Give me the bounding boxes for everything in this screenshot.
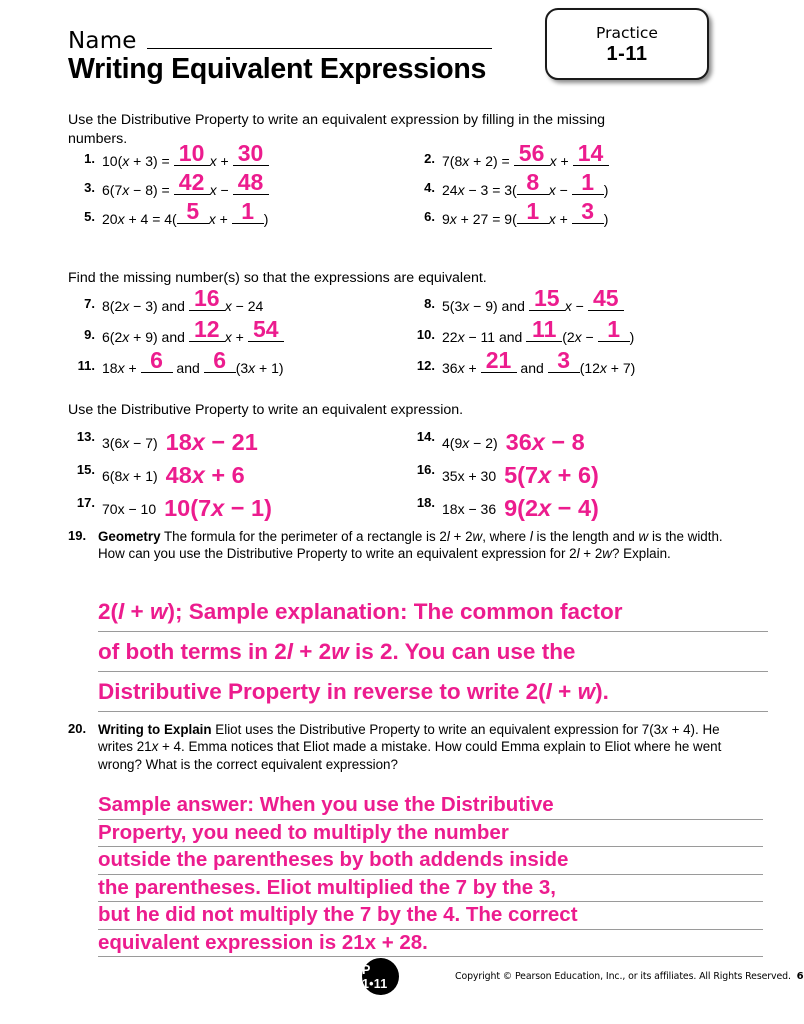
problem-mid: x − bbox=[564, 298, 588, 314]
handwritten-answer-20[interactable] bbox=[98, 792, 763, 957]
problem-prefix: 18x + bbox=[102, 360, 141, 376]
answer-line: equivalent expression is 21x + 28. bbox=[98, 930, 763, 958]
handwritten-answer: 11 bbox=[532, 316, 557, 342]
answer-blank[interactable] bbox=[529, 285, 565, 311]
problem-row bbox=[68, 140, 768, 174]
answer-blank[interactable] bbox=[573, 140, 609, 166]
problem-row bbox=[68, 285, 768, 321]
problem-mid: and bbox=[172, 360, 204, 376]
answer-blank[interactable] bbox=[177, 198, 209, 224]
problem-prefix: 10(x + 3) = bbox=[102, 153, 174, 169]
answer-line: outside the parentheses by both addends inside bbox=[98, 847, 763, 875]
handwritten-answer: 3 bbox=[581, 198, 595, 224]
problem-number: 9. bbox=[84, 327, 95, 342]
copyright-notice bbox=[455, 971, 804, 982]
problem-body bbox=[442, 489, 599, 521]
problem-grid-1 bbox=[68, 140, 768, 232]
handwritten-answer: 15 bbox=[533, 285, 560, 311]
problem-prefix: 6(2x + 9) and bbox=[102, 329, 189, 345]
problem-13 bbox=[68, 423, 408, 456]
answer-blank[interactable] bbox=[233, 140, 269, 166]
problem-prefix: 3(6x − 7) bbox=[102, 435, 158, 451]
problem-mid: x + bbox=[208, 211, 232, 227]
problem-mid: (2x − bbox=[562, 329, 598, 345]
answer-blank[interactable] bbox=[174, 140, 210, 166]
problem-10 bbox=[408, 316, 768, 352]
problem-number: 14. bbox=[416, 429, 435, 444]
word-problem-20 bbox=[68, 721, 768, 773]
practice-number: 1-11 bbox=[606, 42, 648, 65]
problem-text bbox=[98, 721, 728, 773]
problem-prefix: 70x − 10 bbox=[102, 501, 157, 517]
problem-row bbox=[68, 347, 768, 383]
answer-blank[interactable] bbox=[481, 347, 517, 373]
problem-row bbox=[68, 489, 768, 522]
problem-mid: and bbox=[516, 360, 548, 376]
directions-section-1: Use the Distributive Property to write an equivalent expression by filling in the missing numbers. bbox=[68, 112, 606, 147]
handwritten-answer: 10(7x − 1) bbox=[164, 495, 272, 521]
handwritten-answer: 30 bbox=[237, 140, 264, 166]
answer-blank[interactable] bbox=[233, 169, 269, 195]
problem-suffix: ) bbox=[263, 211, 269, 227]
handwritten-answer-19[interactable] bbox=[98, 592, 768, 712]
handwritten-answer: 6 bbox=[213, 347, 227, 373]
problem-label: Writing to Explain bbox=[98, 722, 212, 737]
problem-prefix: 6(8x + 1) bbox=[102, 468, 158, 484]
problem-12 bbox=[408, 347, 768, 383]
problem-number: 1. bbox=[84, 151, 95, 166]
handwritten-answer: 5 bbox=[186, 198, 200, 224]
problem-body bbox=[102, 316, 284, 346]
page-badge: P 1•11 bbox=[362, 958, 399, 995]
handwritten-answer: 14 bbox=[577, 140, 604, 166]
problem-3 bbox=[68, 169, 408, 203]
handwritten-answer: 6 bbox=[150, 347, 163, 373]
answer-line: the parentheses. Eliot multiplied the 7 by the 3, bbox=[98, 875, 763, 903]
problem-body bbox=[442, 347, 636, 377]
problem-row bbox=[68, 169, 768, 203]
problem-prefix: 18x − 36 bbox=[442, 501, 497, 517]
problem-11 bbox=[68, 347, 408, 383]
problem-prefix: 22x − 11 and bbox=[442, 329, 527, 345]
problem-grid-2 bbox=[68, 285, 768, 383]
answer-blank[interactable] bbox=[189, 285, 225, 311]
answer-line: but he did not multiply the 7 by the 4. The correct bbox=[98, 902, 763, 930]
problem-prefix: 4(9x − 2) bbox=[442, 435, 498, 451]
answer-blank[interactable] bbox=[517, 169, 549, 195]
problem-number: 16. bbox=[416, 462, 435, 477]
handwritten-answer: 48x + 6 bbox=[165, 462, 245, 488]
problem-9 bbox=[68, 316, 408, 352]
problem-suffix: (12x + 7) bbox=[579, 360, 636, 376]
answer-blank[interactable] bbox=[526, 316, 562, 342]
handwritten-answer: 1 bbox=[581, 169, 595, 195]
problem-number: 2. bbox=[424, 151, 435, 166]
problem-mid: x − bbox=[548, 182, 572, 198]
handwritten-answer: 54 bbox=[252, 316, 279, 342]
problem-body bbox=[442, 140, 609, 170]
problem-body bbox=[442, 423, 585, 455]
handwritten-answer: 21 bbox=[485, 347, 512, 373]
answer-line: of both terms in 2l + 2w is 2. You can use the bbox=[98, 632, 768, 672]
answer-line: 2(l + w); Sample explanation: The common factor bbox=[98, 592, 768, 632]
page-number: 6 bbox=[796, 971, 804, 982]
handwritten-answer: 5(7x + 6) bbox=[504, 462, 599, 488]
handwritten-answer: 36x − 8 bbox=[505, 429, 585, 455]
handwritten-answer: 12 bbox=[193, 316, 220, 342]
problem-5 bbox=[68, 198, 408, 232]
problem-number: 15. bbox=[76, 462, 95, 477]
problem-label: Geometry bbox=[98, 529, 161, 544]
answer-blank[interactable] bbox=[598, 316, 630, 342]
answer-blank[interactable] bbox=[189, 316, 225, 342]
problem-number: 10. bbox=[416, 327, 435, 342]
problem-suffix: ) bbox=[629, 329, 635, 345]
answer-blank[interactable] bbox=[204, 347, 236, 373]
problem-15 bbox=[68, 456, 408, 489]
problem-17 bbox=[68, 489, 408, 522]
problem-14 bbox=[408, 423, 768, 456]
handwritten-answer: 48 bbox=[237, 169, 264, 195]
answer-blank[interactable] bbox=[588, 285, 624, 311]
problem-body bbox=[102, 285, 264, 315]
problem-suffix: (3x + 1) bbox=[235, 360, 284, 376]
problem-prefix: 35x + 30 bbox=[442, 468, 497, 484]
directions-section-2: Find the missing number(s) so that the expressions are equivalent. bbox=[68, 270, 487, 286]
problem-mid: x + bbox=[549, 153, 573, 169]
problem-body bbox=[442, 316, 635, 346]
problem-body bbox=[102, 347, 284, 377]
problem-mid: x − bbox=[209, 182, 233, 198]
handwritten-answer: 10 bbox=[178, 140, 205, 166]
problem-body bbox=[102, 140, 269, 170]
problem-6 bbox=[408, 198, 768, 232]
handwritten-answer: 3 bbox=[557, 347, 571, 373]
problem-8 bbox=[408, 285, 768, 321]
handwritten-answer: 1 bbox=[241, 198, 255, 224]
problem-mid: x − 24 bbox=[224, 298, 264, 314]
handwritten-answer: 56 bbox=[518, 140, 545, 166]
directions-section-3: Use the Distributive Property to write an equivalent expression. bbox=[68, 402, 464, 418]
problem-number: 12. bbox=[416, 358, 435, 373]
problem-mid: x + bbox=[548, 211, 572, 227]
name-write-line[interactable] bbox=[147, 48, 492, 49]
problem-body bbox=[102, 423, 258, 455]
answer-blank[interactable] bbox=[572, 169, 604, 195]
problem-text bbox=[98, 528, 728, 563]
problem-mid: x + bbox=[209, 153, 233, 169]
handwritten-answer: 1 bbox=[526, 198, 540, 224]
problem-18 bbox=[408, 489, 768, 522]
problem-number: 4. bbox=[424, 180, 435, 195]
handwritten-answer: 42 bbox=[178, 169, 205, 195]
problem-number: 20. bbox=[68, 721, 87, 736]
practice-badge bbox=[545, 8, 709, 80]
problem-body bbox=[442, 456, 599, 488]
problem-number: 7. bbox=[84, 296, 95, 311]
name-label: Name bbox=[68, 28, 137, 54]
answer-blank[interactable] bbox=[517, 198, 549, 224]
problem-body bbox=[442, 169, 609, 199]
problem-body bbox=[102, 169, 269, 199]
problem-16 bbox=[408, 456, 768, 489]
answer-line: Distributive Property in reverse to write 2(l + w). bbox=[98, 672, 768, 712]
problem-suffix: ) bbox=[603, 211, 609, 227]
practice-label: Practice bbox=[596, 23, 658, 42]
problem-prefix: 24x − 3 = 3( bbox=[442, 182, 517, 198]
problem-number: 18. bbox=[416, 495, 435, 510]
answer-blank[interactable] bbox=[248, 316, 284, 342]
problem-mid: x + bbox=[224, 329, 248, 345]
answer-blank[interactable] bbox=[232, 198, 264, 224]
answer-blank[interactable] bbox=[141, 347, 173, 373]
handwritten-answer: 8 bbox=[526, 169, 540, 195]
answer-blank[interactable] bbox=[572, 198, 604, 224]
problem-question: Eliot uses the Distributive Property to write an equivalent expression for 7(3x + 4). He writes 21x + 4. Emma notices that Eliot made a mistake. How could Emma explain to Eliot where he went wrong? What is the correct equivalent expression? bbox=[98, 722, 722, 772]
problem-body bbox=[102, 489, 272, 521]
answer-line: Sample answer: When you use the Distributive bbox=[98, 792, 763, 820]
handwritten-answer: 16 bbox=[193, 285, 220, 311]
handwritten-answer: 9(2x − 4) bbox=[504, 495, 599, 521]
problem-number: 19. bbox=[68, 528, 87, 543]
handwritten-answer: 1 bbox=[607, 316, 621, 342]
problem-number: 8. bbox=[424, 296, 435, 311]
handwritten-answer: 45 bbox=[592, 285, 619, 311]
problem-prefix: 9x + 27 = 9( bbox=[442, 211, 517, 227]
problem-body bbox=[102, 198, 269, 228]
problem-prefix: 7(8x + 2) = bbox=[442, 153, 514, 169]
problem-prefix: 5(3x − 9) and bbox=[442, 298, 529, 314]
problem-grid-3 bbox=[68, 423, 768, 522]
problem-row bbox=[68, 316, 768, 352]
problem-prefix: 6(7x − 8) = bbox=[102, 182, 174, 198]
problem-prefix: 36x + bbox=[442, 360, 481, 376]
answer-blank[interactable] bbox=[514, 140, 550, 166]
word-problem-head bbox=[68, 528, 768, 563]
problem-row bbox=[68, 456, 768, 489]
problem-number: 6. bbox=[424, 209, 435, 224]
problem-row bbox=[68, 423, 768, 456]
problem-number: 3. bbox=[84, 180, 95, 195]
problem-7 bbox=[68, 285, 408, 321]
word-problem-head bbox=[68, 721, 768, 773]
copyright-text: Copyright © Pearson Education, Inc., or its affiliates. All Rights Reserved. bbox=[455, 971, 791, 982]
problem-body bbox=[102, 456, 245, 488]
problem-question: The formula for the perimeter of a rectangle is 2l + 2w, where l is the length and w is the width. How can you use the Distributive Property to write an equivalent expression for 2l + 2w? Explain. bbox=[98, 529, 723, 562]
word-problem-19 bbox=[68, 528, 768, 563]
page-footer bbox=[0, 958, 804, 998]
problem-body bbox=[442, 198, 609, 228]
problem-body bbox=[442, 285, 624, 315]
answer-blank[interactable] bbox=[174, 169, 210, 195]
problem-row bbox=[68, 198, 768, 232]
answer-line: Property, you need to multiply the number bbox=[98, 820, 763, 848]
problem-prefix: 20x + 4 = 4( bbox=[102, 211, 177, 227]
problem-number: 5. bbox=[84, 209, 95, 224]
answer-blank[interactable] bbox=[548, 347, 580, 373]
problem-number: 11. bbox=[77, 358, 95, 373]
handwritten-answer: 18x − 21 bbox=[165, 429, 258, 455]
problem-number: 17. bbox=[76, 495, 95, 510]
problem-suffix: ) bbox=[603, 182, 609, 198]
problem-prefix: 8(2x − 3) and bbox=[102, 298, 189, 314]
page-title: Writing Equivalent Expressions bbox=[68, 53, 487, 85]
problem-number: 13. bbox=[76, 429, 95, 444]
